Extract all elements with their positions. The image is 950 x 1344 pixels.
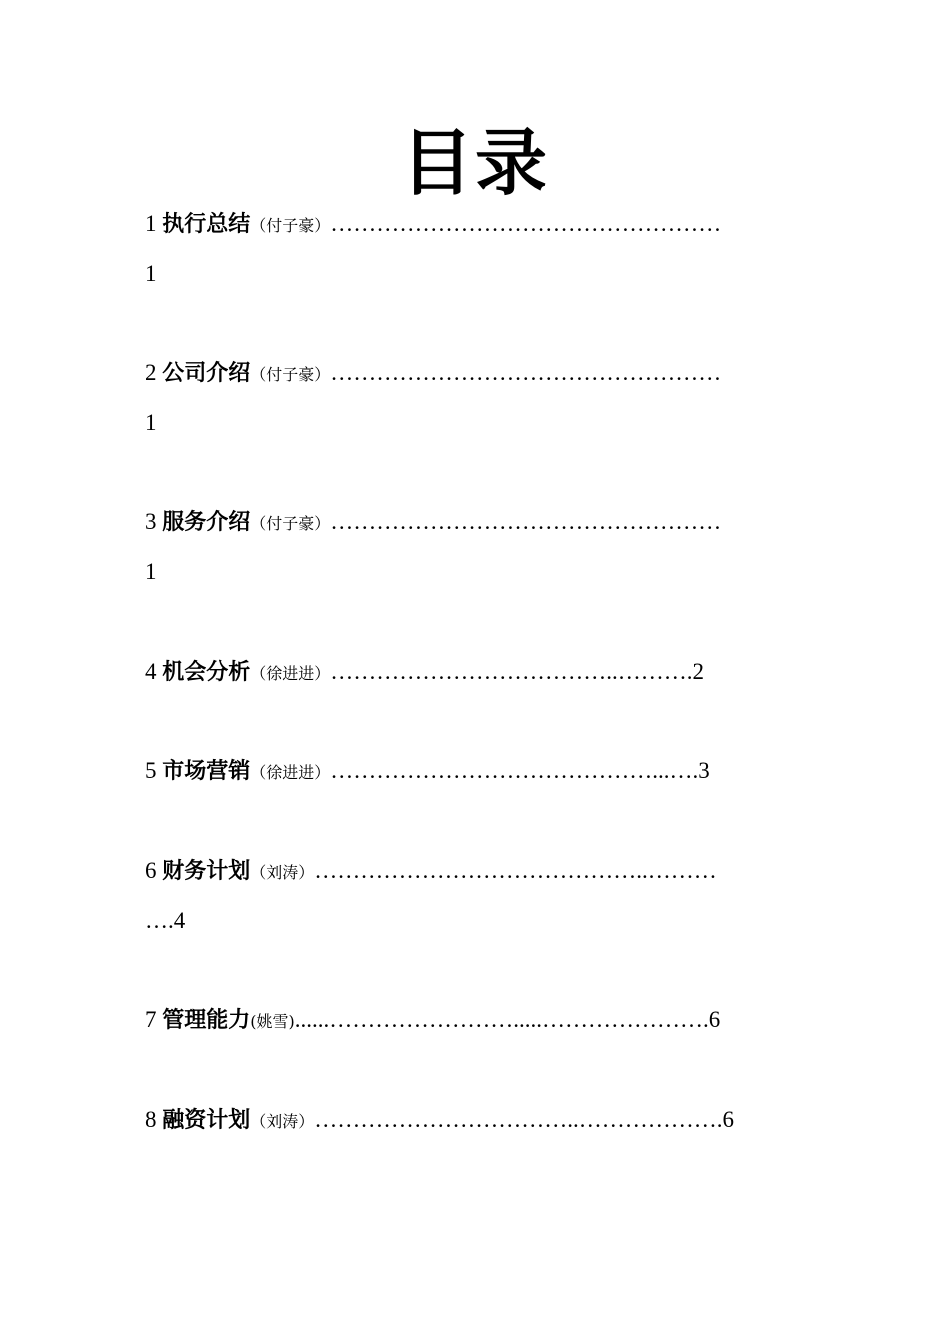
page-title: 目录 <box>400 120 549 205</box>
toc-author: (姚雪) <box>250 1012 295 1031</box>
toc-label: 融资计划 <box>162 1108 251 1133</box>
toc-leader: …………………………………………… <box>330 211 722 236</box>
toc-label: 执行总结 <box>162 212 251 237</box>
toc-label: 机会分析 <box>162 660 251 685</box>
toc-entry-7[interactable] <box>145 1005 720 1037</box>
toc-entry-2-page: 1 <box>145 410 157 435</box>
toc-entry-8[interactable] <box>145 1105 734 1137</box>
toc-entry-3[interactable] <box>145 507 721 539</box>
toc-number: 1 <box>145 211 157 236</box>
toc-author: （刘涛） <box>250 1112 315 1131</box>
toc-author: （付子豪） <box>250 514 331 533</box>
toc-number: 2 <box>145 360 157 385</box>
toc-number: 6 <box>145 858 157 883</box>
toc-author: （徐进进） <box>250 664 331 683</box>
toc-entry-5[interactable] <box>145 756 710 788</box>
toc-author: （付子豪） <box>250 216 331 235</box>
toc-number: 7 <box>145 1007 157 1032</box>
toc-number: 5 <box>145 758 157 783</box>
toc-label: 公司介绍 <box>162 361 251 386</box>
toc-leader: ……………………………………..……… <box>314 858 717 883</box>
toc-label: 管理能力 <box>162 1008 251 1033</box>
toc-author: （付子豪） <box>250 365 331 384</box>
toc-entry-4[interactable] <box>145 657 704 689</box>
toc-label: 市场营销 <box>162 759 251 784</box>
toc-leader: ......…………………….....………………….6 <box>294 1007 721 1032</box>
toc-leader: ………………………………..……….2 <box>330 659 705 684</box>
toc-number: 4 <box>145 659 157 684</box>
toc-entry-1-page: 1 <box>145 261 157 286</box>
toc-leader: ……………………………..……………….6 <box>314 1107 735 1132</box>
toc-label: 服务介绍 <box>162 510 251 535</box>
toc-author: （徐进进） <box>250 763 331 782</box>
toc-entry-2[interactable] <box>145 358 721 390</box>
toc-leader: …………………………………………… <box>330 509 722 534</box>
toc-number: 8 <box>145 1107 157 1132</box>
toc-label: 财务计划 <box>162 859 251 884</box>
toc-entry-1[interactable] <box>145 209 721 241</box>
toc-entry-6[interactable] <box>145 856 717 888</box>
toc-leader: ……………………………………...….3 <box>330 758 710 783</box>
toc-leader: …………………………………………… <box>330 360 722 385</box>
toc-number: 3 <box>145 509 157 534</box>
toc-entry-6-page: ….4 <box>145 908 186 933</box>
toc-entry-3-page: 1 <box>145 559 157 584</box>
toc-author: （刘涛） <box>250 863 315 882</box>
